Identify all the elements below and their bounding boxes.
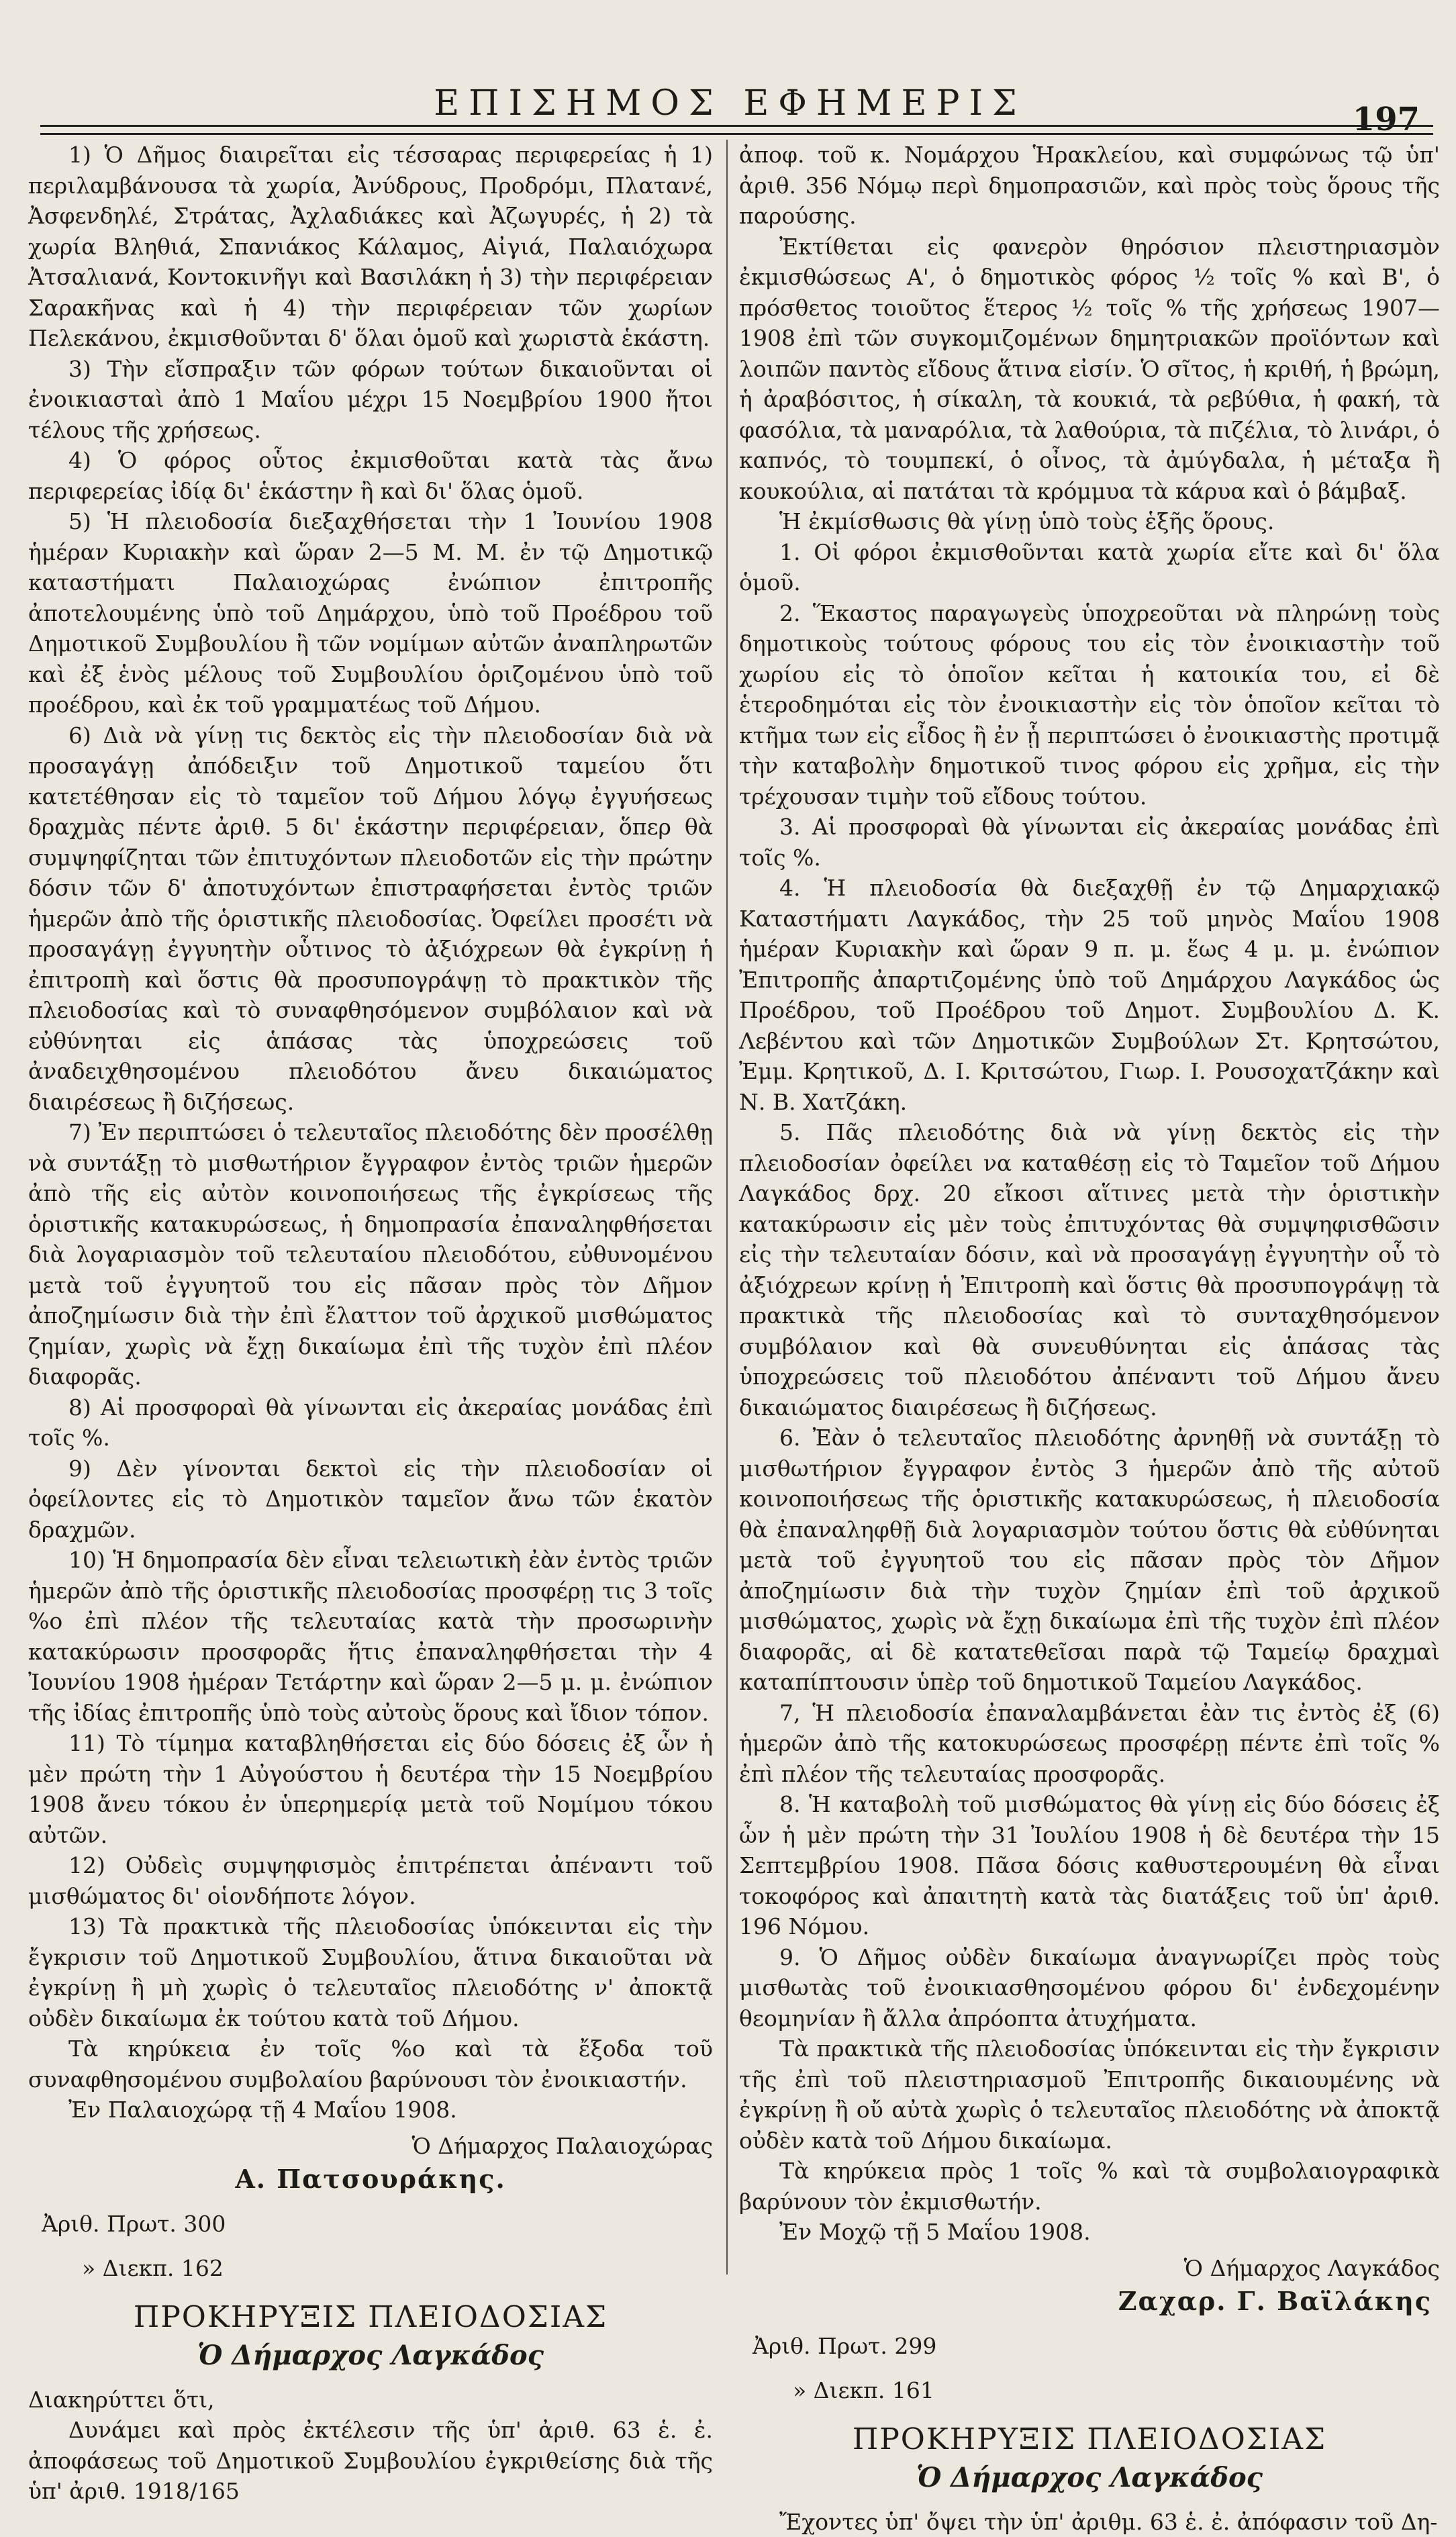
signature-name: Ζαχαρ. Γ. Βαϊλάκης <box>739 2286 1440 2317</box>
paragraph: 7) Ἐν περιπτώσει ὁ τελευταῖος πλειοδότης δὲν προσέλθῃ νὰ συντάξῃ τὸ μισθωτήριον ἔγγραφον ἐντὸς τριῶν ἡμερῶν ἀπὸ τῆς εἰς αὐτὸν κοινοποιήσεως τῆς ἐγκρίσεως τῆς ὁριστικῆς κατακυρώσεως, ἡ δημοπρασία ἐπαναληφθήσεται διὰ λογαριασμὸν τοῦ τελευταίου πλειοδότου, εὐθυνομένου μετὰ τοῦ ἐγγυητοῦ του εἰς πᾶσαν πρὸς τὸν Δῆμον ἀποζημίωσιν διὰ τὴν ἐπὶ ἔλαττον τοῦ ἀρχικοῦ μισθώματος ζημίαν, χωρὶς νὰ ἔχῃ δικαίωμα ἐπὶ τῆς τυχὸν ἐπὶ πλέον διαφορᾶς. <box>28 1117 713 1392</box>
notice-subtitle: Ὁ Δήμαρχος Λαγκάδος <box>28 2340 713 2371</box>
paragraph: 13) Τὰ πρακτικὰ τῆς πλειοδοσίας ὑπόκεινται εἰς τὴν ἔγκρισιν τοῦ Δημοτικοῦ Συμβουλίου, ἅτινα δικαιοῦται νὰ ἐγκρίνῃ ἢ μὴ χωρὶς ὁ τελευταῖος πλειοδότης ν' ἀποκτᾷ οὐδὲν δικαίωμα ἐκ τούτου κατὰ τοῦ Δήμου. <box>28 1911 713 2033</box>
notice-title: ΠΡΟΚΗΡΥΞΙΣ ΠΛΕΙΟΔΟΣΙΑΣ <box>28 2302 713 2333</box>
header-rule <box>40 125 1433 135</box>
paragraph: 5) Ἡ πλειοδοσία διεξαχθήσεται τὴν 1 Ἰουνίου 1908 ἡμέραν Κυριακὴν καὶ ὥραν 2—5 Μ. Μ. ἐν τῷ Δημοτικῷ καταστήματι Παλαιοχώρας ἐνώπιον ἐπιτροπῆς ἀποτελουμένης ὑπὸ τοῦ Δημάρχου, ὑπὸ τοῦ Προέδρου τοῦ Δημοτικοῦ Συμβουλίου ἢ τῶν νομίμων αὐτῶν ἀναπληρωτῶν καὶ ἐξ ἑνὸς μέλους τοῦ Συμβουλίου ὁριζομένου ὑπὸ τοῦ προέδρου, καὶ ἐκ τοῦ γραμματέως τοῦ Δήμου. <box>28 506 713 720</box>
paragraph: 11) Τὸ τίμημα καταβληθήσεται εἰς δύο δόσεις ἐξ ὧν ἡ μὲν πρώτη τὴν 1 Αὐγούστου ἡ δευτέρα τὴν 15 Νοεμβρίου 1908 ἄνευ τόκου ἐν ὑπερημερίᾳ μετὰ τοῦ Νομίμου τόκου αὐτῶν. <box>28 1728 713 1850</box>
signature-title: Ὁ Δήμαρχος Παλαιοχώρας <box>28 2131 713 2162</box>
page-header <box>27 82 1433 130</box>
notice-line: Διακηρύττει ὅτι, <box>28 2385 713 2415</box>
paragraph: 12) Οὐδεὶς συμψηφισμὸς ἐπιτρέπεται ἀπέναντι τοῦ μισθώματος δι' οἱονδήποτε λόγον. <box>28 1850 713 1911</box>
paragraph: Τὰ κηρύκεια ἐν τοῖς %ο καὶ τὰ ἔξοδα τοῦ συναφθησομένου συμβολαίου βαρύνουσι τὸν ἐνοικιαστήν. <box>28 2033 713 2095</box>
paragraph: 8. Ἡ καταβολὴ τοῦ μισθώματος θὰ γίνῃ εἰς δύο δόσεις ἐξ ὧν ἡ μὲν πρώτη τὴν 31 Ἰουλίου 1908 ἡ δὲ δευτέρα τὴν 15 Σεπτεμβρίου 1908. Πᾶσα δόσις καθυστερουμένη θὰ εἶναι τοκοφόρος καὶ ἀπαιτητὴ κατὰ τὰς διατάξεις τοῦ ὑπ' ἀριθ. 196 Νόμου. <box>739 1789 1440 1942</box>
notice-line: Ἔχοντες ὑπ' ὄψει τὴν ὑπ' ἀριθμ. 63 ἑ. ἐ. ἀπόφασιν τοῦ Δη- <box>739 2507 1440 2537</box>
paragraph: 9) Δὲν γίνονται δεκτοὶ εἰς τὴν πλειοδοσίαν οἱ ὀφείλοντες εἰς τὸ Δημοτικὸν ταμεῖον ἄνω τῶν ἑκατὸν δραχμῶν. <box>28 1453 713 1545</box>
paragraph: 6. Ἐὰν ὁ τελευταῖος πλειοδότης ἀρνηθῇ νὰ συντάξῃ τὸ μισθωτήριον ἔγγραφον ἐντὸς 3 ἡμερῶν ἀπὸ τῆς αὐτοῦ κοινοποιήσεως τῆς ὁριστικῆς κατακυρώσεως, ἡ πλειοδοσία θὰ ἐπαναληφθῇ διὰ λογαριασμὸν τούτου ὅστις θὰ εὐθύνηται μετὰ τοῦ ἐγγυητοῦ του εἰς πᾶσαν πρὸς τὸν Δῆμον ἀποζημίωσιν διὰ τὴν τυχὸν ζημίαν ἐπὶ τοῦ ἀρχικοῦ μισθώματος, χωρὶς νὰ ἔχῃ δικαίωμα ἐπὶ τῆς τυχὸν ἐπὶ πλέον διαφορᾶς, αἱ δὲ κατατεθεῖσαι παρὰ τῷ Ταμείῳ δραχμαὶ καταπίπτουσιν ὑπὲρ τοῦ δημοτικοῦ Ταμείου Λαγκάδος. <box>739 1423 1440 1698</box>
notice-line: Δυνάμει καὶ πρὸς ἐκτέλεσιν τῆς ὑπ' ἀριθ. 63 ἑ. ἐ. ἀποφάσεως τοῦ Δημοτικοῦ Συμβουλίου ἐγκριθείσης διὰ τῆς ὑπ' ἀριθ. 1918/165 <box>28 2415 713 2507</box>
place-date: Ἐν Παλαιοχώρᾳ τῇ 4 Μαΐου 1908. <box>28 2095 713 2125</box>
paragraph: 4. Ἡ πλειοδοσία θὰ διεξαχθῇ ἐν τῷ Δημαρχιακῷ Καταστήματι Λαγκάδος, τὴν 25 τοῦ μηνὸς Μαΐου 1908 ἡμέραν Κυριακὴν καὶ ὥραν 9 π. μ. ἕως 4 μ. μ. ἐνώπιον Ἐπιτροπῆς ἀπαρτιζομένης ὑπὸ τοῦ Δημάρχου Λαγκάδος ὡς Προέδρου, τοῦ Προέδρου τοῦ Δημοτ. Συμβουλίου Δ. Κ. Λεβέντου καὶ τῶν Δημοτικῶν Συμβούλων Στ. Κρητσώτου, Ἐμμ. Κρητικοῦ, Δ. Ι. Κριτσώτου, Γιωρ. Ι. Ρουσοχατζάκην καὶ Ν. Β. Χατζάκη. <box>739 873 1440 1117</box>
paragraph: 2. Ἕκαστος παραγωγεὺς ὑποχρεοῦται νὰ πληρώνῃ τοὺς δημοτικοὺς τούτους φόρους του εἰς τὸν ἐνοικιαστὴν τοῦ χωρίου εἰς τὸ ὁποῖον κεῖται ἡ κατοικία του, εἰ δὲ ἑτεροδημόται εἰς τὸν ἐνοικιαστὴν εἰς τὸν ὁποῖον κεῖται τὸ κτῆμα των εἰς εἶδος ἢ ἐν ᾗ περιπτώσει ὁ ἐνοικιαστὴς προτιμᾷ τὴν καταβολὴν δημοτικοῦ τινος φόρου εἰς χρῆμα, εἰς τὴν τρέχουσαν τιμὴν τοῦ εἴδους τούτου. <box>739 598 1440 812</box>
notice-title: ΠΡΟΚΗΡΥΞΙΣ ΠΛΕΙΟΔΟΣΙΑΣ <box>739 2424 1440 2455</box>
paragraph: 1) Ὁ Δῆμος διαιρεῖται εἰς τέσσαρας περιφερείας ἡ 1) περιλαμβάνουσα τὰ χωρία, Ἀνύδρους, Προδρόμι, Πλατανέ, Ἀσφενδηλέ, Στράτας, Ἀχλαδιάκες καὶ Ἀζωγυρές, ἡ 2) τὰ χωρία Βληθιά, Σπανιάκος Κάλαμος, Αἰγιά, Παλαιόχωρα Ἀτσαλιανά, Κοντοκινῆγι καὶ Βασιλάκη ἡ 3) τὴν περιφέρειαν Σαρακῆνας καὶ ἡ 4) τὴν περιφέρειαν τῶν χωρίων Πελεκάνου, ἐκμισθοῦνται δ' ὅλαι ὁμοῦ καὶ χωριστὰ ἑκάστη. <box>28 140 713 354</box>
paragraph: 5. Πᾶς πλειοδότης διὰ νὰ γίνῃ δεκτὸς εἰς τὴν πλειοδοσίαν ὀφείλει να καταθέσῃ εἰς τὸ Ταμεῖον τοῦ Δήμου Λαγκάδος δρχ. 20 εἴκοσι αἵτινες μετὰ τὴν ὁριστικὴν κατακύρωσιν εἰς μὲν τοὺς ἐπιτυχόντας θὰ συμψηφισθῶσιν εἰς τὴν τελευταίαν δόσιν, καὶ νὰ προσαγάγῃ ἐγγυητὴν οὗ τὸ ἀξιόχρεων κρίνῃ ἡ Ἐπιτροπὴ καὶ ὅστις θὰ προσυπογράψῃ τὰ πρακτικὰ τῆς πλειοδοσίας καὶ τὸ συνταχθησόμενον συμβόλαιον καὶ θὰ συνευθύνηται εἰς ἁπάσας τὰς ὑποχρεώσεις τοῦ πλειοδότου ἀπέναντι τοῦ Δήμου ἄνευ δικαιώματος διαιρέσεως ἢ διζήσεως. <box>739 1117 1440 1423</box>
paragraph: 10) Ἡ δημοπρασία δὲν εἶναι τελειωτικὴ ἐὰν ἐντὸς τριῶν ἡμερῶν ἀπὸ τῆς ὁριστικῆς πλειοδοσίας προσφέρῃ τις 3 τοῖς %ο ἐπὶ πλέον τῆς τελευταίας κατὰ τὴν προσωρινὴν κατακύρωσιν προσφορᾶς ἥτις ἐπαναληφθήσεται τὴν 4 Ἰουνίου 1908 ἡμέραν Τετάρτην καὶ ὥραν 2—5 μ. μ. ἐνώπιον τῆς ἰδίας ἐπιτροπῆς ὑπὸ τοὺς αὐτοὺς ὅρους καὶ ἴδιον τόπον. <box>28 1545 713 1728</box>
right-column <box>739 140 1440 2275</box>
signature-name: Α. Πατσουράκης. <box>28 2164 713 2195</box>
place-date: Ἐν Μοχῷ τῇ 5 Μαΐου 1908. <box>739 2217 1440 2248</box>
publication-title: ΕΠΙΣΗΜΟΣ ΕΦΗΜΕΡΙΣ <box>27 83 1433 124</box>
signature-title: Ὁ Δήμαρχος Λαγκάδος <box>739 2253 1440 2284</box>
paragraph: 8) Αἱ προσφοραὶ θὰ γίνωνται εἰς ἀκεραίας μονάδας ἐπὶ τοῖς %. <box>28 1392 713 1453</box>
paragraph: Ἡ ἐκμίσθωσις θὰ γίνῃ ὑπὸ τοὺς ἑξῆς ὅρους. <box>739 506 1440 537</box>
paragraph: Ἐκτίθεται εἰς φανερὸν θηρόσιον πλειστηριασμὸν ἐκμισθώσεως Α', ὁ δημοτικὸς φόρος ½ τοῖς % καὶ Β', ὁ πρόσθετος τοιοῦτος ἕτερος ½ τοῖς % τῆς χρήσεως 1907—1908 ἐπὶ τῶν συγκομιζομένων δημητριακῶν προϊόντων καὶ λοιπῶν παντὸς εἴδους ἅτινα εἰσίν. Ὁ σῖτος, ἡ κριθή, ἡ βρώμη, ἡ ἀραβόσιτος, ἡ σίκαλη, τὰ κουκιά, τὰ ρεβύθια, ἡ φακή, τὰ φασόλια, τὰ μαναρόλια, τὰ λαθούρια, τὰ πιζέλια, τὸ λινάρι, ὁ καπνός, τὸ τουμπεκί, ὁ οἶνος, τὰ ἀμύγδαλα, ἡ μέταξα ἢ κουκούλια, αἱ πατάται τὰ κρόμμυα τὰ κάρυα καὶ ὁ βάμβαξ. <box>739 232 1440 507</box>
paragraph: ἀποφ. τοῦ κ. Νομάρχου Ἡρακλείου, καὶ συμφώνως τῷ ὑπ' ἀριθ. 356 Νόμῳ περὶ δημοπρασιῶν, καὶ πρὸς τοὺς ὅρους τῆς παρούσης. <box>739 140 1440 232</box>
page-number: 197 <box>1353 101 1420 138</box>
paragraph: 4) Ὁ φόρος οὗτος ἐκμισθοῦται κατὰ τὰς ἄνω περιφερείας ἰδίᾳ δι' ἑκάστην ἢ καὶ δι' ὅλας ὁμοῦ. <box>28 445 713 506</box>
paragraph: 1. Οἱ φόροι ἐκμισθοῦνται κατὰ χωρία εἴτε καὶ δι' ὅλα ὁμοῦ. <box>739 537 1440 598</box>
protocol-number: Ἀριθ. Πρωτ. 299 <box>753 2332 1440 2361</box>
paragraph: Τὰ πρακτικὰ τῆς πλειοδοσίας ὑπόκεινται εἰς τὴν ἔγκρισιν τῆς ἐπὶ τοῦ πλειστηριασμοῦ Ἐπιτροπῆς δικαιουμένης νὰ ἐγκρίνῃ ἢ οὔ αὐτὰ χωρὶς ὁ τελευταῖος πλειοδότης νὰ ἀποκτᾷ οὐδὲν κατὰ τοῦ Δήμου δικαίωμα. <box>739 2033 1440 2156</box>
column-divider <box>726 140 728 2275</box>
notice-subtitle: Ὁ Δήμαρχος Λαγκάδος <box>739 2462 1440 2493</box>
paragraph: 9. Ὁ Δῆμος οὐδὲν δικαίωμα ἀναγνωρίζει πρὸς τοὺς μισθωτὰς τοῦ ἐνοικιασθησομένου φόρου δι' ἐνδεχομένην θεομηνίαν ἢ ἄλλα ἀπρόοπτα ἀτυχήματα. <box>739 1942 1440 2034</box>
paragraph: 7, Ἡ πλειοδοσία ἐπαναλαμβάνεται ἐὰν τις ἐντὸς ἐξ (6) ἡμερῶν ἀπὸ τῆς κατοκυρώσεως προσφέρῃ πέντε ἐπὶ τοῖς % ἐπὶ πλέον τῆς τελευταίας προσφορᾶς. <box>739 1698 1440 1790</box>
paragraph: Τὰ κηρύκεια πρὸς 1 τοῖς % καὶ τὰ συμβολαιογραφικὰ βαρύνουν τὸν ἐκμισθωτήν. <box>739 2156 1440 2217</box>
dispatch-number: » Διεκπ. 161 <box>793 2376 1440 2405</box>
protocol-number: Ἀριθ. Πρωτ. 300 <box>42 2209 713 2239</box>
paragraph: 3. Αἱ προσφοραὶ θὰ γίνωνται εἰς ἀκεραίας μονάδας ἐπὶ τοῖς %. <box>739 812 1440 873</box>
paragraph: 6) Διὰ νὰ γίνῃ τις δεκτὸς εἰς τὴν πλειοδοσίαν διὰ νὰ προσαγάγῃ ἀπόδειξιν τοῦ Δημοτικοῦ ταμείου ὅτι κατετέθησαν εἰς τὸ ταμεῖον τοῦ Δήμου λόγῳ ἐγγυήσεως δραχμὰς πέντε ἀριθ. 5 δι' ἑκάστην περιφέρειαν, ὅπερ θὰ συμψηφίζηται τῶν ἐπιτυχόντων πλειοδοτῶν εἰς τὴν πρώτην δόσιν τῶν δ' ἀποτυχόντων ἐπιστραφήσεται ἐντὸς τριῶν ἡμερῶν ἀπὸ τῆς ὁριστικῆς πλειοδοσίας. Ὀφείλει προσέτι νὰ προσαγάγῃ ἐγγυητὴν οὗτινος τὸ ἀξιόχρεων θὰ ἐγκρίνῃ ἡ ἐπιτροπὴ καὶ ὅστις θὰ προσυπογράψῃ τὸ πρακτικὸν τῆς πλειοδοσίας καὶ τὸ συναφθησόμενον συμβόλαιον καὶ νὰ εὐθύνηται εἰς ἁπάσας τὰς ὑποχρεώσεις τοῦ ἀναδειχθησομένου πλειοδότου ἄνευ δικαιώματος διαιρέσεως ἢ διζήσεως. <box>28 720 713 1118</box>
paragraph: 3) Τὴν εἴσπραξιν τῶν φόρων τούτων δικαιοῦνται οἱ ἐνοικιασταὶ ἀπὸ 1 Μαΐου μέχρι 15 Νοεμβρίου 1900 ἤτοι τέλους τῆς χρήσεως. <box>28 354 713 446</box>
left-column <box>28 140 713 2275</box>
dispatch-number: » Διεκπ. 162 <box>82 2254 713 2283</box>
